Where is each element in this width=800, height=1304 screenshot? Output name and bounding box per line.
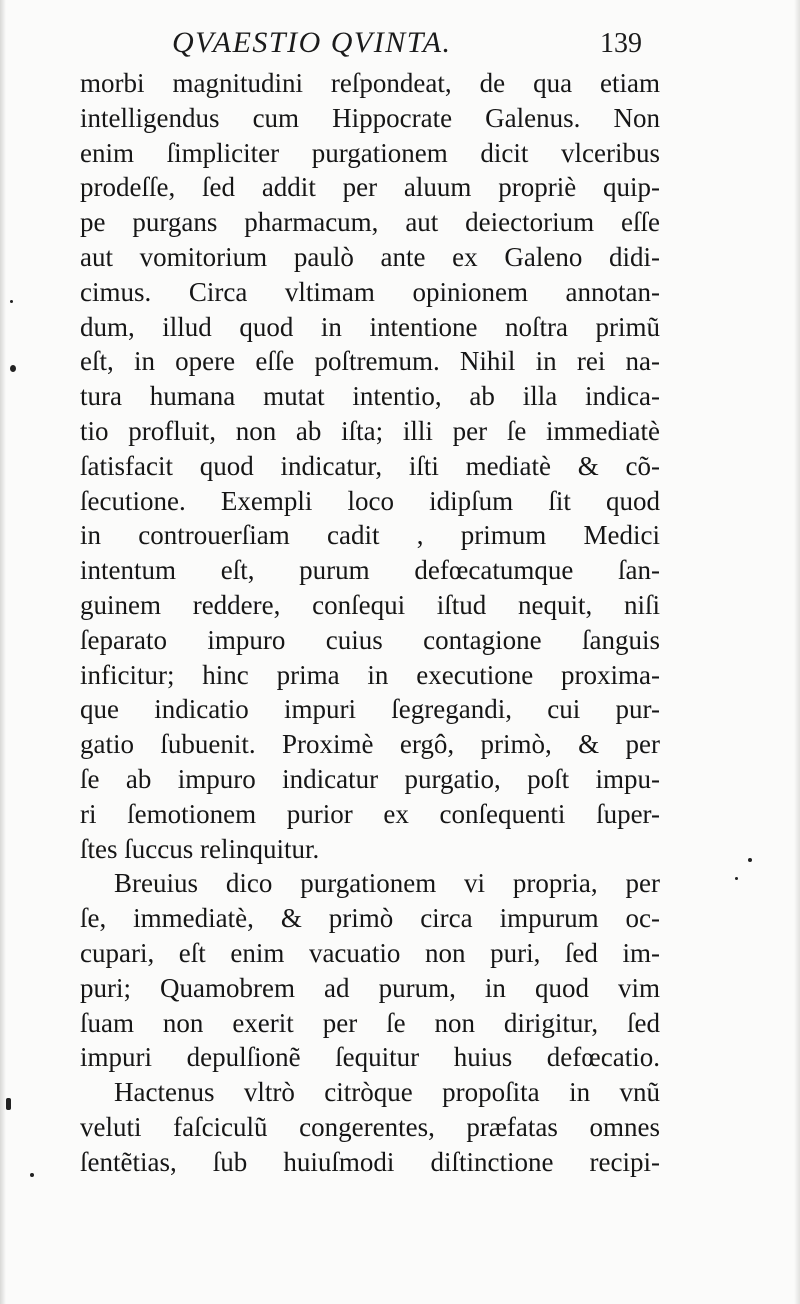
body-text — [80, 66, 660, 1180]
ink-speck — [30, 1173, 34, 1177]
running-head — [80, 22, 660, 66]
text-line: gatio ſubuenit. Proximè ergô, primò, & per — [80, 729, 660, 760]
text-line: intentum eſt, purum defœcatumque ſan- — [80, 555, 660, 586]
text-line: inficitur; hinc prima in executione proxima- — [80, 659, 660, 690]
text-line: cupari, eſt enim vacuatio non puri, ſed im- — [80, 937, 660, 968]
scan-edge-right — [794, 0, 800, 1304]
ink-speck — [748, 858, 752, 862]
ink-speck — [6, 1098, 11, 1110]
text-line: ſe ab impuro indicatur purgatio, poſt impu- — [80, 763, 660, 794]
text-line: puri; Quamobrem ad purum, in quod vim — [80, 972, 660, 1003]
text-line: in controuerſiam cadit , primum Medici — [80, 520, 660, 551]
text-line: ſatisfacit quod indicatur, iſti mediatè & cõ- — [80, 450, 660, 481]
text-line: ſentẽtias, ſub huiuſmodi diſtinctione recipi- — [80, 1146, 660, 1177]
ink-speck — [10, 365, 16, 372]
ink-speck — [10, 300, 13, 303]
ink-speck — [735, 877, 738, 880]
text-line: prodeſſe, ſed addit per aluum propriè quip- — [80, 172, 660, 203]
paragraph-first-line: Breuius dico purgationem vi propria, per — [114, 868, 660, 899]
text-line: tio profluit, non ab iſta; illi per ſe immediatè — [80, 415, 660, 446]
text-line: ſtes ſuccus relinquitur. — [80, 833, 320, 864]
text-line: tura humana mutat intentio, ab illa indica- — [80, 381, 660, 412]
text-line: guinem reddere, conſequi iſtud nequit, niſi — [80, 589, 660, 620]
text-line: veluti faſciculũ congerentes, præfatas omnes — [80, 1111, 660, 1142]
text-line: ri ſemotionem purior ex conſequenti ſuper- — [80, 798, 660, 829]
text-line: ſe, immediatè, & primò circa impurum oc- — [80, 903, 660, 934]
text-line: eſt, in opere eſſe poſtremum. Nihil in rei na- — [80, 346, 660, 377]
text-line: que indicatio impuri ſegregandi, cui pur- — [80, 694, 660, 725]
text-line: ſuam non exerit per ſe non dirigitur, ſed — [80, 1007, 660, 1038]
text-line: dum, illud quod in intentione noſtra primũ — [80, 311, 660, 342]
text-line: ſecutione. Exempli loco idipſum ſit quod — [80, 485, 660, 516]
paragraph-first-line: Hactenus vltrò citròque propoſita in vnũ — [114, 1077, 660, 1108]
running-title: QVAESTIO QVINTA. — [172, 26, 452, 59]
text-line: intelligendus cum Hippocrate Galenus. Non — [80, 102, 660, 133]
text-line: morbi magnitudini reſpondeat, de qua etiam — [80, 68, 660, 98]
text-line: cimus. Circa vltimam opinionem annotan- — [80, 276, 660, 307]
text-line: aut vomitorium paulò ante ex Galeno didi- — [80, 241, 660, 272]
text-line: impuri depulſionẽ ſequitur huius defœcatio. — [80, 1042, 660, 1073]
text-line: pe purgans pharmacum, aut deiectorium eſſe — [80, 207, 660, 238]
page-number: 139 — [600, 28, 642, 59]
text-line: enim ſimpliciter purgationem dicit vlceribus — [80, 137, 660, 168]
text-line: ſeparato impuro cuius contagione ſanguis — [80, 624, 660, 655]
